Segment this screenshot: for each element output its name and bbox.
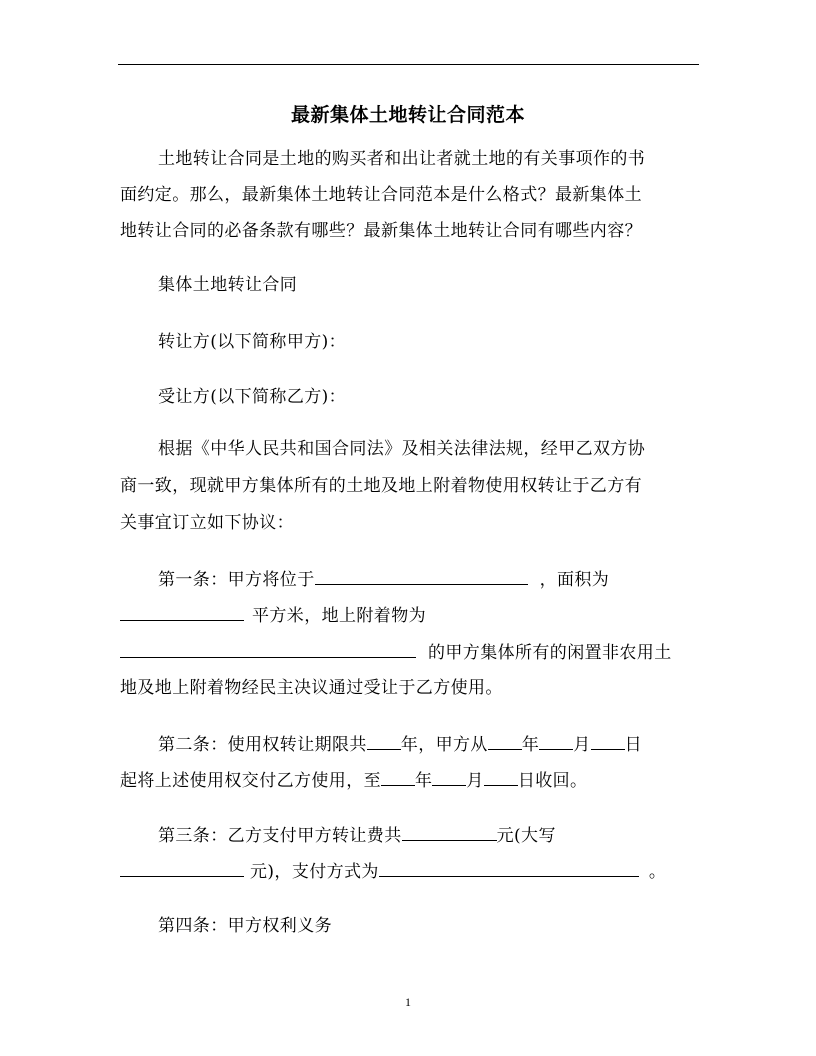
article-1-line-4: 地及地上附着物经民主决议通过受让于乙方使用。 [120,678,503,698]
article-1-line-3 [120,640,672,665]
article-3-text-b: 元(大写 [496,826,556,846]
day-label: 日 [624,735,643,755]
start-year-blank [488,732,522,750]
article-3-line-1 [158,823,556,848]
payment-method-blank [379,859,639,877]
year-label: 年 [521,735,540,755]
end-month-blank [432,768,466,786]
article-2-line-2 [120,768,587,793]
header-rule [118,64,699,65]
preamble-line-3: 关事宜订立如下协议： [120,513,294,533]
term-years-blank [367,732,401,750]
article-2-text-b: 起将上述使用权交付乙方使用，至 [120,771,381,791]
year-label: 年 [400,735,419,755]
article-1-text-a: 第一条：甲方将位于 [158,570,315,590]
from-label: ，甲方从 [418,735,488,755]
area-blank [120,603,244,621]
fee-uppercase-blank [120,859,244,877]
party-a-line: 转让方(以下简称甲方)： [158,332,347,352]
article-3-line-2 [120,859,666,884]
start-day-blank [591,732,625,750]
article-2-line-1 [158,732,642,757]
article-3-text-a: 第三条：乙方支付甲方转让费共 [158,826,402,846]
preamble-line-2: 商一致，现就甲方集体所有的土地及地上附着物使用权转让于乙方有 [120,476,642,496]
article-1-text-c: 平方米，地上附着物为 [252,606,426,626]
article-3-text-d: 。 [648,862,667,882]
month-label: 月 [466,771,484,791]
end-day-blank [484,768,518,786]
article-3-text-c: 元)，支付方式为 [250,862,379,882]
article-4-heading: 第四条：甲方权利义务 [158,916,332,936]
intro-line-3: 地转让合同的必备条款有哪些？最新集体土地转让合同有哪些内容？ [120,221,642,241]
article-1-text-d: 的甲方集体所有的闲置非农用土 [428,643,672,663]
month-label: 月 [573,735,591,755]
intro-line-2: 面约定。那么，最新集体土地转让合同范本是什么格式？最新集体土 [120,185,642,205]
attachment-blank [120,640,416,658]
article-1-line-1 [158,567,609,592]
article-2-text-end: 日收回。 [517,771,588,791]
page-number: 1 [405,995,411,1009]
document-title: 最新集体土地转让合同范本 [290,104,525,126]
start-month-blank [539,732,573,750]
party-b-line: 受让方(以下简称乙方)： [158,387,347,407]
year-label: 年 [415,771,433,791]
contract-title: 集体土地转让合同 [158,275,298,295]
preamble-line-1: 根据《中华人民共和国合同法》及相关法律法规，经甲乙双方协 [158,439,646,459]
article-2-text-a: 第二条：使用权转让期限共 [158,735,367,755]
fee-amount-blank [402,823,497,841]
article-1-text-b: ，面积为 [539,570,610,590]
article-1-line-2 [120,603,426,628]
location-blank [315,567,528,585]
end-year-blank [381,768,415,786]
intro-line-1: 土地转让合同是土地的购买者和出让者就土地的有关事项作的书 [158,149,646,169]
